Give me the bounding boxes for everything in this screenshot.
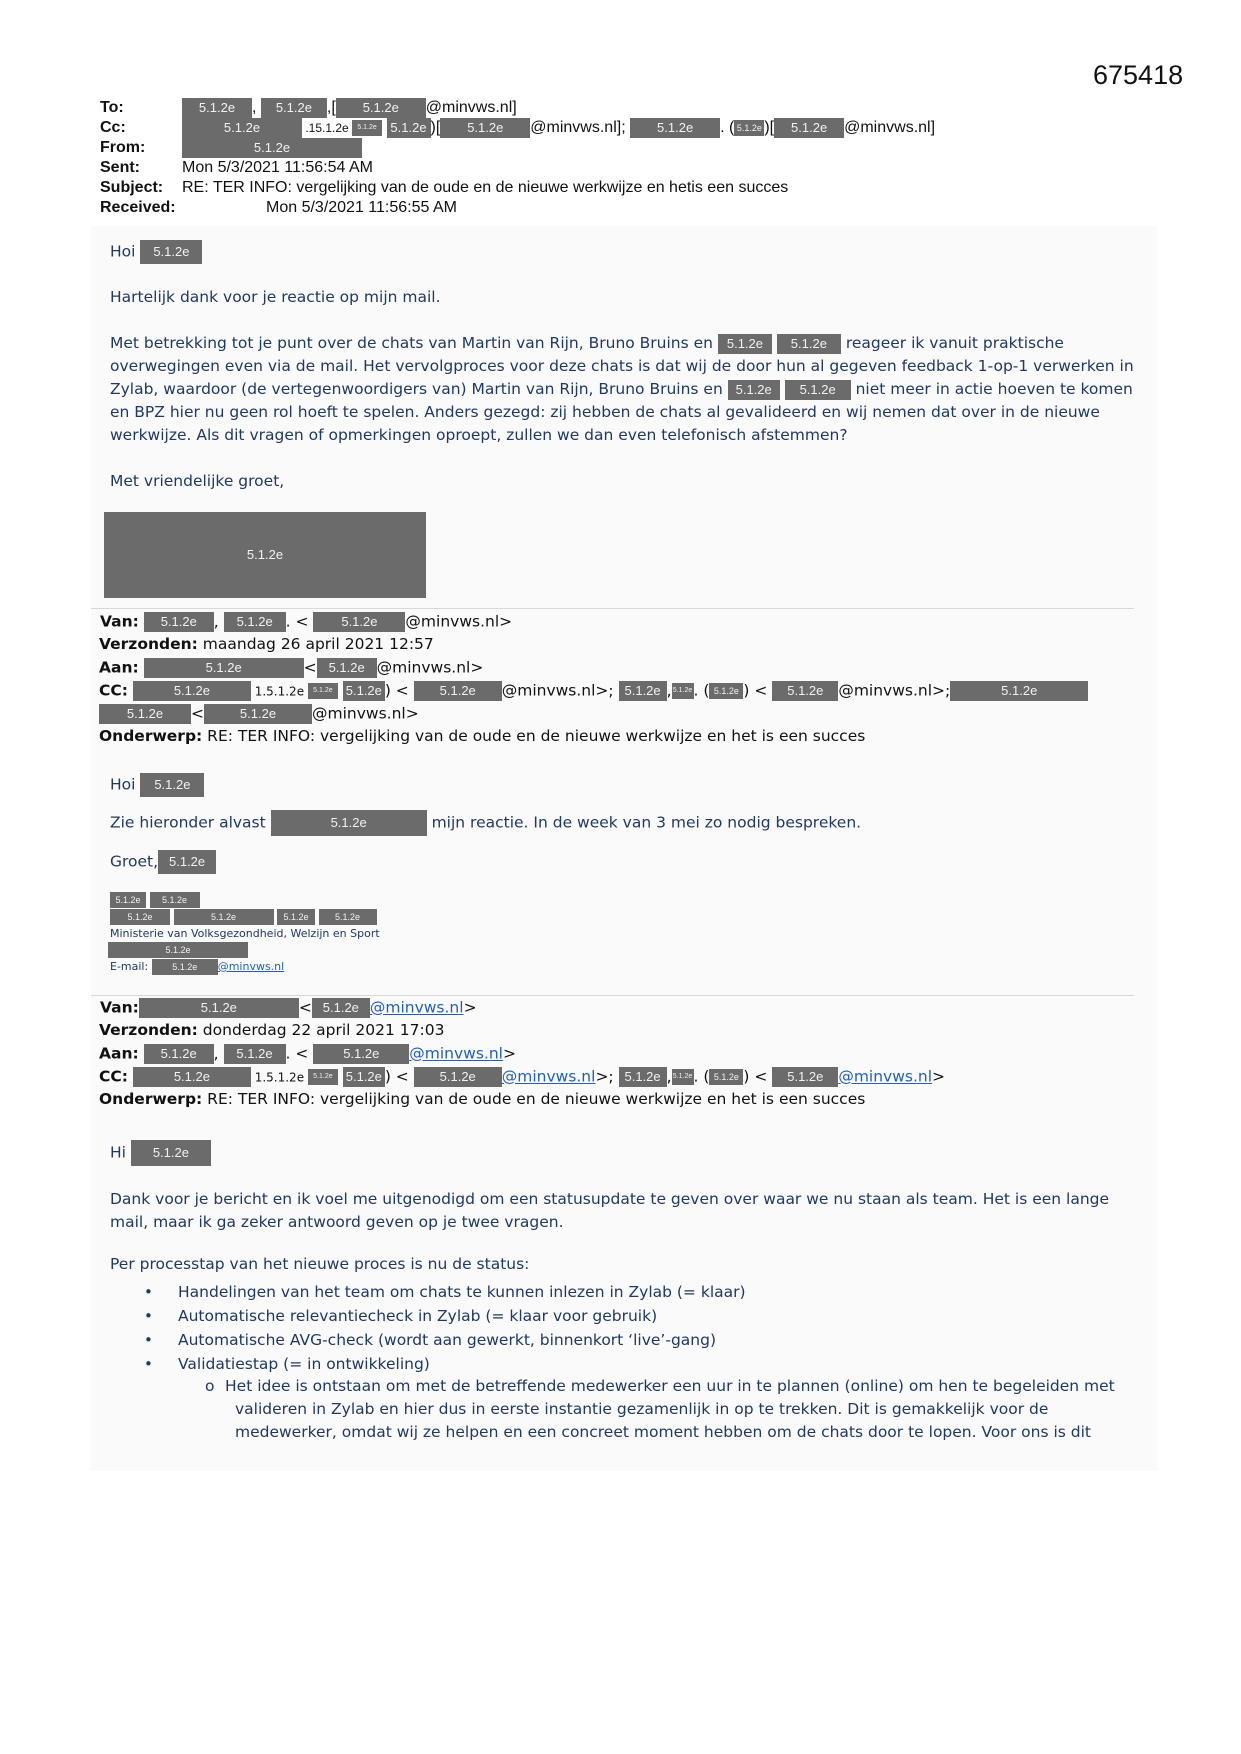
redaction: 5.1.2e (152, 959, 218, 975)
redaction: 5.1.2e (150, 892, 200, 908)
cc-label: Cc: (100, 119, 126, 136)
from-label: From: (100, 139, 146, 156)
verzonden-row: Verzonden: maandag 26 april 2021 12:57 (99, 635, 434, 653)
sent-value: Mon 5/3/2021 11:56:54 AM (182, 159, 373, 176)
redaction: 5.1.2e (772, 1067, 838, 1087)
redaction: 5.1.2e (343, 681, 385, 701)
redaction: 5.1.2e (174, 909, 274, 925)
redaction: 5.1.2e (619, 681, 667, 701)
received-value: Mon 5/3/2021 11:56:55 AM (266, 199, 457, 216)
redaction: 5.1.2e (774, 118, 844, 138)
list-item: • Automatische relevantiecheck in Zylab (= klaar voor gebruik) (110, 1304, 746, 1328)
redaction: 5.1.2e (777, 334, 841, 354)
redaction: 5.1.2e (414, 1067, 502, 1087)
signature-line-1 (110, 892, 200, 908)
signature-line-2 (110, 909, 377, 925)
redaction: 5.1.2e (387, 118, 431, 138)
greeting-line-3 (110, 1140, 211, 1166)
list-item: • Validatiestap (= in ontwikkeling) (110, 1352, 746, 1376)
redaction: 5.1.2e (343, 1067, 385, 1087)
onderwerp-row-3: Onderwerp: RE: TER INFO: vergelijking van de oude en de nieuwe werkwijze en het is een succes (99, 1090, 866, 1108)
redaction: 5.1.2e (224, 612, 286, 632)
signature-line-4 (108, 942, 248, 958)
redaction: 5.1.2e (709, 683, 743, 699)
redaction: 5.1.2e (110, 909, 170, 925)
status-list (110, 1280, 746, 1376)
email-link[interactable]: @minvws.nl (838, 1067, 933, 1086)
email-link[interactable]: @minvws.nl (217, 960, 285, 973)
list-item: • Handelingen van het team om chats te kunnen inlezen in Zylab (= klaar) (110, 1280, 746, 1304)
cc-domain: @minvws.nl]; (530, 119, 626, 137)
redaction: 5.1.2e (182, 98, 252, 118)
greeting: Hi (110, 1143, 126, 1162)
redaction: 5.1.2e (140, 240, 202, 264)
redaction: 5.1.2e (308, 1069, 338, 1085)
document-number: 675418 (1093, 60, 1184, 90)
redaction: 5.1.2e (131, 1140, 211, 1166)
greeting: Hoi (110, 775, 136, 794)
redaction: 5.1.2e (277, 909, 315, 925)
sub-bullet-marker: o (205, 1377, 215, 1395)
list-item: • Automatische AVG-check (wordt aan gewerkt, binnenkort ‘live’-gang) (110, 1328, 746, 1352)
redaction: 5.1.2e (204, 704, 312, 724)
redaction: 5.1.2e (414, 681, 502, 701)
status-intro: Per processtap van het nieuwe proces is nu de status: (110, 1255, 530, 1273)
redaction: 5.1.2e (772, 681, 838, 701)
reaction-line: Zie hieronder alvast 5.1.2e mijn reactie. In de week van 3 mei zo nodig bespreken. (110, 810, 861, 836)
aan-row-3: Aan: 5.1.2e , 5.1.2e . < 5.1.2e @minvws.nl> (99, 1044, 516, 1063)
redaction: 5.1.2e (110, 892, 146, 908)
redaction: 5.1.2e (144, 612, 214, 632)
redaction: 5.1.2e (182, 118, 302, 138)
redaction: 5.1.2e (308, 683, 338, 699)
redaction: 5.1.2e (672, 683, 694, 699)
redaction: 5.1.2e (672, 1069, 694, 1085)
redaction: 5.1.2e (734, 120, 764, 136)
email-link[interactable]: @minvws.nl (369, 998, 464, 1017)
redaction: 5.1.2e (352, 120, 382, 136)
groet-line: Groet, 5.1.2e (110, 850, 216, 874)
redaction: 5.1.2e (336, 98, 426, 118)
subject-label: Subject: (100, 179, 164, 196)
email-link[interactable]: @minvws.nl (409, 1044, 503, 1063)
to-domain: @minvws.nl] (425, 99, 517, 117)
redaction: 5.1.2e (261, 98, 327, 118)
redaction: 5.1.2e (313, 1044, 409, 1064)
greeting-line (110, 240, 202, 264)
closing: Met vriendelijke groet, (110, 472, 285, 490)
message1-paragraph: Met betrekking tot je punt over de chats van Martin van Rijn, Bruno Bruins en 5.1.2e 5.1.2e reageer ik vanuit praktische overwegingen even via de mail. Het vervolgproces voor deze chats is dat wij de door hun al gegeven feedback 1-op-1 verwerken in Zylab, waardoor (de vertegenwoordigers van) Martin van Rijn, Bruno Bruins en 5.1.2e 5.1.2e niet meer in actie hoeven te komen en BPZ hier nu geen rol hoeft te spelen. Anders gezegd: zij hebben de chats al gevalideerd en wij nemen dat over in de nieuwe werkwijze. Als dit vragen of opmerkingen oproept, zullen we dan even telefonisch afstemmen? (110, 334, 1134, 444)
redaction: 5.1.2e (630, 118, 720, 138)
redaction: 5.1.2e (312, 998, 370, 1018)
redaction: 5.1.2e (619, 1067, 667, 1087)
redaction: 5.1.2e (99, 704, 191, 724)
redaction: 5.1.2e (440, 118, 530, 138)
to-label: To: (100, 99, 124, 116)
redaction: 5.1.2e (728, 380, 780, 400)
cc-row-2: CC: 5.1.2e 1.5.1.2e 5.1.2e 5.1.2e ) < 5.1.2e @minvws.nl>; 5.1.2e ,5.1.2e. ( 5.1.2e ) < 5.1.2e @minvws.nl>; 5.1.2e (99, 681, 1088, 701)
van-row-3: Van: 5.1.2e < 5.1.2e @minvws.nl> (100, 998, 477, 1017)
received-label: Received: (100, 199, 176, 216)
redaction: 5.1.2e (224, 1044, 286, 1064)
redaction: 5.1.2e (144, 658, 304, 678)
thanks-line: Hartelijk dank voor je reactie op mijn mail. (110, 288, 441, 306)
redaction: 5.1.2e (133, 1067, 251, 1087)
redaction: 5.1.2e (158, 850, 216, 874)
sub-bullet: o Het idee is ontstaan om met de betreffende medewerker een uur in te plannen (online) om hen te begeleiden met valideren in Zylab en hier dus in eerste instantie gezamenlijk in op te trekken. Dit is gemakkelijk voor de medewerker, omdat wij ze helpen en een concreet moment hebben om de chats door te lopen. Voor ons is dit (205, 1377, 1115, 1441)
redaction: 5.1.2e (950, 681, 1088, 701)
email-link[interactable]: @minvws.nl (501, 1067, 596, 1086)
cc-row-2-cont: 5.1.2e < 5.1.2e @minvws.nl> (99, 704, 419, 724)
redaction: 5.1.2e (133, 681, 251, 701)
redaction: 5.1.2e (182, 138, 362, 158)
redaction: 5.1.2e (785, 380, 851, 400)
ministry-name: Ministerie van Volksgezondheid, Welzijn en Sport (110, 927, 380, 940)
redaction: 5.1.2e (139, 998, 299, 1018)
redaction: 5.1.2e (709, 1069, 743, 1085)
redaction: 5.1.2e (144, 1044, 214, 1064)
greeting: Hoi (110, 242, 136, 261)
separator (91, 608, 1134, 609)
redaction: 5.1.2e (718, 334, 772, 354)
redaction: 5.1.2e (140, 773, 204, 797)
subject-value: RE: TER INFO: vergelijking van de oude en de nieuwe werkwijze en hetis een succes (182, 179, 789, 196)
onderwerp-row: Onderwerp: RE: TER INFO: vergelijking van de oude en de nieuwe werkwijze en het is een succes (99, 727, 866, 745)
signature-redaction: 5.1.2e (104, 512, 426, 598)
separator (91, 995, 1134, 996)
sent-label: Sent: (100, 159, 140, 176)
greeting-line-2 (110, 773, 204, 797)
redaction: 5.1.2e (317, 658, 377, 678)
cc-domain: @minvws.nl] (844, 119, 936, 137)
van-row: Van: 5.1.2e , 5.1.2e . < 5.1.2e @minvws.nl> (100, 612, 513, 631)
aan-row: Aan: 5.1.2e < 5.1.2e @minvws.nl> (99, 658, 484, 677)
signature-email: E-mail: 5.1.2e @minvws.nl (110, 960, 285, 973)
status-paragraph: Dank voor je bericht en ik voel me uitgenodigd om een statusupdate te geven over waar we nu staan als team. Het is een lange mail, maar ik ga zeker antwoord geven op je twee vragen. (110, 1190, 1110, 1231)
redaction: 5.1.2e (319, 909, 377, 925)
redaction: 5.1.2e (313, 612, 405, 632)
cc-row-3: CC: 5.1.2e 1.5.1.2e 5.1.2e 5.1.2e ) < 5.1.2e @minvws.nl>; 5.1.2e ,5.1.2e. ( 5.1.2e ) < 5.1.2e @minvws.nl> (99, 1067, 946, 1086)
verzonden-row-3: Verzonden: donderdag 22 april 2021 17:03 (99, 1021, 445, 1039)
redaction: 5.1.2e (271, 810, 427, 836)
redaction: 5.1.2e (108, 942, 248, 958)
